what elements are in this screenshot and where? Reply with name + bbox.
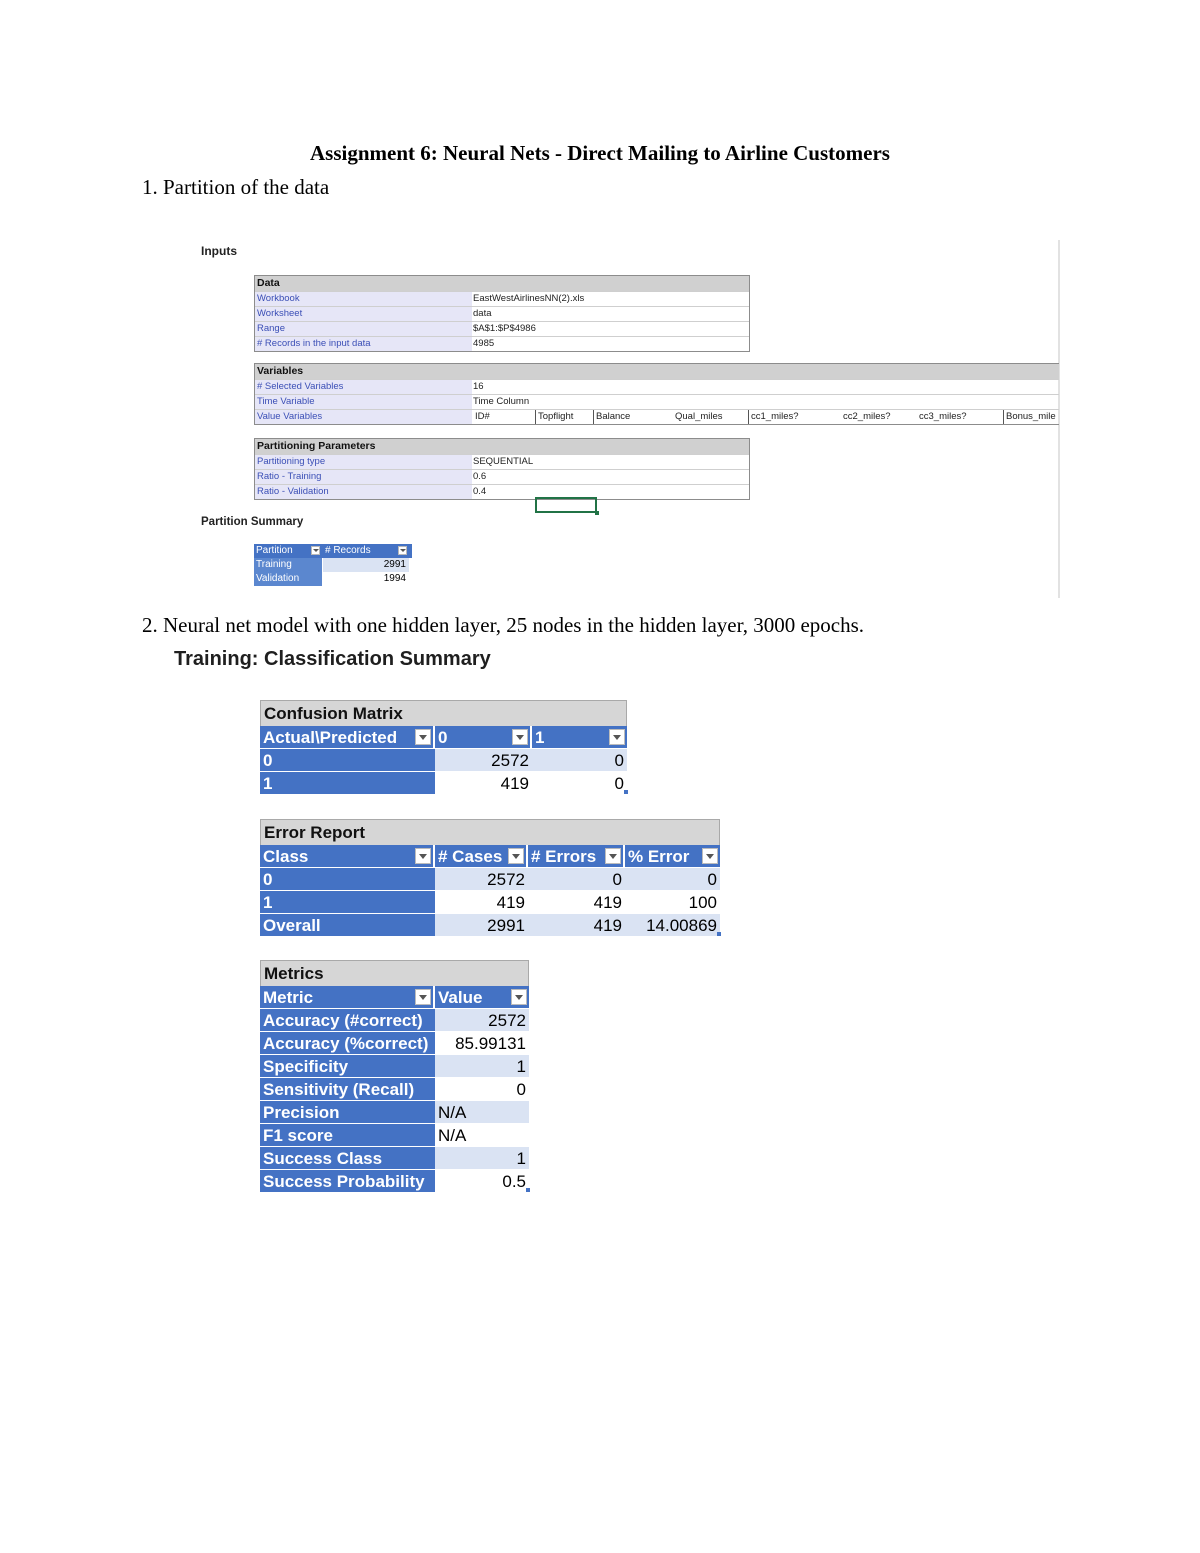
column-header-label: 0 bbox=[438, 728, 448, 747]
metric-value: 0 bbox=[435, 1078, 529, 1100]
value-variable: cc2_miles? bbox=[843, 411, 891, 422]
data-row-key: Workbook bbox=[255, 292, 472, 306]
data-row-value: data bbox=[473, 308, 492, 319]
error-report-title: Error Report bbox=[260, 819, 720, 845]
metric-name: Specificity bbox=[260, 1055, 435, 1077]
value-variables-list bbox=[473, 410, 1059, 424]
table-row bbox=[260, 868, 720, 891]
column-header-label: % Error bbox=[628, 847, 690, 866]
column-header-predicted-1[interactable] bbox=[532, 726, 627, 748]
pct-error-value: 14.00869 bbox=[625, 914, 720, 936]
table-resize-handle[interactable] bbox=[624, 790, 628, 794]
column-header-pct-error[interactable] bbox=[625, 845, 720, 867]
data-row-key: # Records in the input data bbox=[255, 337, 472, 351]
table-row bbox=[260, 1147, 529, 1170]
column-header-label: Actual\Predicted bbox=[263, 728, 398, 747]
column-header-label: # Records bbox=[325, 545, 371, 556]
document-title: Assignment 6: Neural Nets - Direct Mailing to Airline Customers bbox=[310, 141, 890, 165]
data-section bbox=[254, 275, 750, 352]
table-row bbox=[260, 1009, 529, 1032]
table-row bbox=[260, 749, 627, 772]
column-header-label: Partition bbox=[256, 545, 293, 556]
partition-summary-table bbox=[254, 544, 412, 586]
table-row bbox=[260, 914, 720, 937]
partitioning-row-value: 0.6 bbox=[473, 471, 487, 482]
table-row bbox=[260, 1078, 529, 1101]
column-header-label: Class bbox=[263, 847, 309, 866]
classification-summary-heading: Training: Classification Summary bbox=[174, 648, 491, 670]
filter-dropdown-icon[interactable] bbox=[415, 989, 431, 1005]
metric-name: Accuracy (%correct) bbox=[260, 1032, 435, 1054]
variables-section-header: Variables bbox=[255, 364, 1059, 379]
partitioning-row bbox=[255, 469, 749, 484]
table-header-row bbox=[260, 986, 529, 1009]
table-row bbox=[254, 572, 412, 586]
class-label: 1 bbox=[260, 891, 435, 913]
variables-row-key: Time Variable bbox=[255, 395, 472, 409]
actual-class-label: 0 bbox=[260, 749, 435, 771]
variables-row bbox=[255, 379, 1059, 394]
data-section-header: Data bbox=[255, 276, 749, 291]
partitioning-row-key: Partitioning type bbox=[255, 455, 472, 469]
predicted-1-count: 0 bbox=[532, 772, 627, 794]
variables-section bbox=[254, 363, 1059, 425]
table-row bbox=[260, 772, 627, 795]
column-header-partition[interactable] bbox=[254, 544, 322, 558]
data-row-key: Range bbox=[255, 322, 472, 336]
value-variables-row bbox=[255, 409, 1059, 424]
partition-name: Validation bbox=[254, 572, 322, 586]
value-variable: Bonus_mile bbox=[1003, 410, 1056, 424]
partition-summary-heading: Partition Summary bbox=[201, 516, 304, 528]
error-report-table bbox=[260, 819, 720, 937]
selected-cell[interactable] bbox=[535, 497, 597, 513]
pct-error-value: 100 bbox=[625, 891, 720, 913]
value-variable: Qual_miles bbox=[675, 411, 723, 422]
cases-count: 419 bbox=[435, 891, 528, 913]
metric-name: Accuracy (#correct) bbox=[260, 1009, 435, 1031]
variables-row bbox=[255, 394, 1059, 409]
value-variable: cc1_miles? bbox=[748, 410, 799, 424]
partition-records: 2991 bbox=[323, 558, 409, 572]
metric-value: N/A bbox=[435, 1124, 529, 1146]
predicted-0-count: 419 bbox=[435, 772, 532, 794]
partitioning-row-key: Ratio - Validation bbox=[255, 485, 472, 499]
metric-value: 2572 bbox=[435, 1009, 529, 1031]
confusion-matrix-title: Confusion Matrix bbox=[260, 700, 627, 726]
filter-dropdown-icon[interactable] bbox=[415, 729, 431, 745]
value-variable: cc3_miles? bbox=[919, 411, 967, 422]
table-resize-handle[interactable] bbox=[526, 1188, 530, 1192]
table-row bbox=[260, 891, 720, 914]
column-header-label: # Cases bbox=[438, 847, 503, 866]
partitioning-row-value: SEQUENTIAL bbox=[473, 456, 534, 467]
table-resize-handle[interactable] bbox=[717, 932, 721, 936]
partitioning-row bbox=[255, 454, 749, 469]
column-header-actual-predicted[interactable] bbox=[260, 726, 435, 748]
partitioning-section-header: Partitioning Parameters bbox=[255, 439, 749, 454]
value-variable: Topflight bbox=[535, 410, 573, 424]
metric-name: Precision bbox=[260, 1101, 435, 1123]
metric-value: 1 bbox=[435, 1147, 529, 1169]
column-header-label: 1 bbox=[535, 728, 545, 747]
filter-dropdown-icon[interactable] bbox=[609, 729, 625, 745]
table-row bbox=[260, 1101, 529, 1124]
errors-count: 419 bbox=[528, 891, 625, 913]
filter-dropdown-icon[interactable] bbox=[508, 848, 524, 864]
data-row bbox=[255, 336, 749, 351]
table-row bbox=[260, 1032, 529, 1055]
table-row bbox=[254, 558, 412, 572]
partitioning-row-value: 0.4 bbox=[473, 486, 487, 497]
table-row bbox=[260, 1124, 529, 1147]
metric-value: 0.5 bbox=[435, 1170, 529, 1192]
data-row bbox=[255, 306, 749, 321]
variables-row-value: Time Column bbox=[473, 396, 530, 407]
partition-inputs-screenshot bbox=[196, 238, 1062, 600]
class-label: Overall bbox=[260, 914, 435, 936]
confusion-matrix-table bbox=[260, 700, 627, 795]
predicted-0-count: 2572 bbox=[435, 749, 532, 771]
cases-count: 2991 bbox=[435, 914, 528, 936]
metric-name: Sensitivity (Recall) bbox=[260, 1078, 435, 1100]
data-row-key: Worksheet bbox=[255, 307, 472, 321]
column-header-label: Value bbox=[438, 988, 483, 1007]
metrics-table bbox=[260, 960, 529, 1193]
column-header-errors[interactable] bbox=[528, 845, 625, 867]
metric-name: Success Class bbox=[260, 1147, 435, 1169]
pct-error-value: 0 bbox=[625, 868, 720, 890]
metric-value: 85.99131 bbox=[435, 1032, 529, 1054]
value-variable: Balance bbox=[593, 410, 630, 424]
column-header-label: # Errors bbox=[531, 847, 597, 866]
inputs-heading: Inputs bbox=[201, 244, 237, 258]
cases-count: 2572 bbox=[435, 868, 528, 890]
table-row bbox=[260, 1055, 529, 1078]
partitioning-section bbox=[254, 438, 750, 500]
partition-name: Training bbox=[254, 558, 322, 572]
partitioning-row-key: Ratio - Training bbox=[255, 470, 472, 484]
errors-count: 0 bbox=[528, 868, 625, 890]
column-header-predicted-0[interactable] bbox=[435, 726, 532, 748]
actual-class-label: 1 bbox=[260, 772, 435, 794]
filter-dropdown-icon[interactable] bbox=[605, 848, 621, 864]
filter-dropdown-icon[interactable] bbox=[512, 729, 528, 745]
data-row-value: EastWestAirlinesNN(2).xls bbox=[473, 293, 585, 304]
table-header-row bbox=[254, 544, 412, 558]
table-header-row bbox=[260, 726, 627, 749]
filter-dropdown-icon[interactable] bbox=[702, 848, 718, 864]
predicted-1-count: 0 bbox=[532, 749, 627, 771]
partition-records: 1994 bbox=[323, 572, 409, 586]
filter-dropdown-icon[interactable] bbox=[398, 546, 407, 555]
column-header-metric[interactable] bbox=[260, 986, 435, 1008]
variables-row-value: 16 bbox=[473, 381, 484, 392]
column-header-records[interactable] bbox=[323, 544, 409, 558]
data-row bbox=[255, 321, 749, 336]
data-row-value: 4985 bbox=[473, 338, 495, 349]
value-variable: ID# bbox=[475, 411, 490, 422]
variables-row-key: # Selected Variables bbox=[255, 380, 472, 394]
column-header-class[interactable] bbox=[260, 845, 435, 867]
value-variables-key: Value Variables bbox=[255, 410, 472, 424]
filter-dropdown-icon[interactable] bbox=[415, 848, 431, 864]
table-header-row bbox=[260, 845, 720, 868]
column-header-cases[interactable] bbox=[435, 845, 528, 867]
errors-count: 419 bbox=[528, 914, 625, 936]
table-row bbox=[260, 1170, 529, 1193]
filter-dropdown-icon[interactable] bbox=[511, 989, 527, 1005]
metric-value: 1 bbox=[435, 1055, 529, 1077]
data-row bbox=[255, 291, 749, 306]
step-2-heading: 2. Neural net model with one hidden layer, 25 nodes in the hidden layer, 3000 epochs. bbox=[142, 613, 865, 637]
data-row-value: $A$1:$P$4986 bbox=[473, 323, 536, 334]
metric-name: F1 score bbox=[260, 1124, 435, 1146]
partitioning-row bbox=[255, 484, 749, 499]
filter-dropdown-icon[interactable] bbox=[311, 546, 320, 555]
class-label: 0 bbox=[260, 868, 435, 890]
metric-name: Success Probability bbox=[260, 1170, 435, 1192]
metrics-title: Metrics bbox=[260, 960, 529, 986]
column-header-label: Metric bbox=[263, 988, 314, 1007]
column-header-value[interactable] bbox=[435, 986, 529, 1008]
metric-value: N/A bbox=[435, 1101, 529, 1123]
step-1-heading: 1. Partition of the data bbox=[142, 175, 330, 199]
